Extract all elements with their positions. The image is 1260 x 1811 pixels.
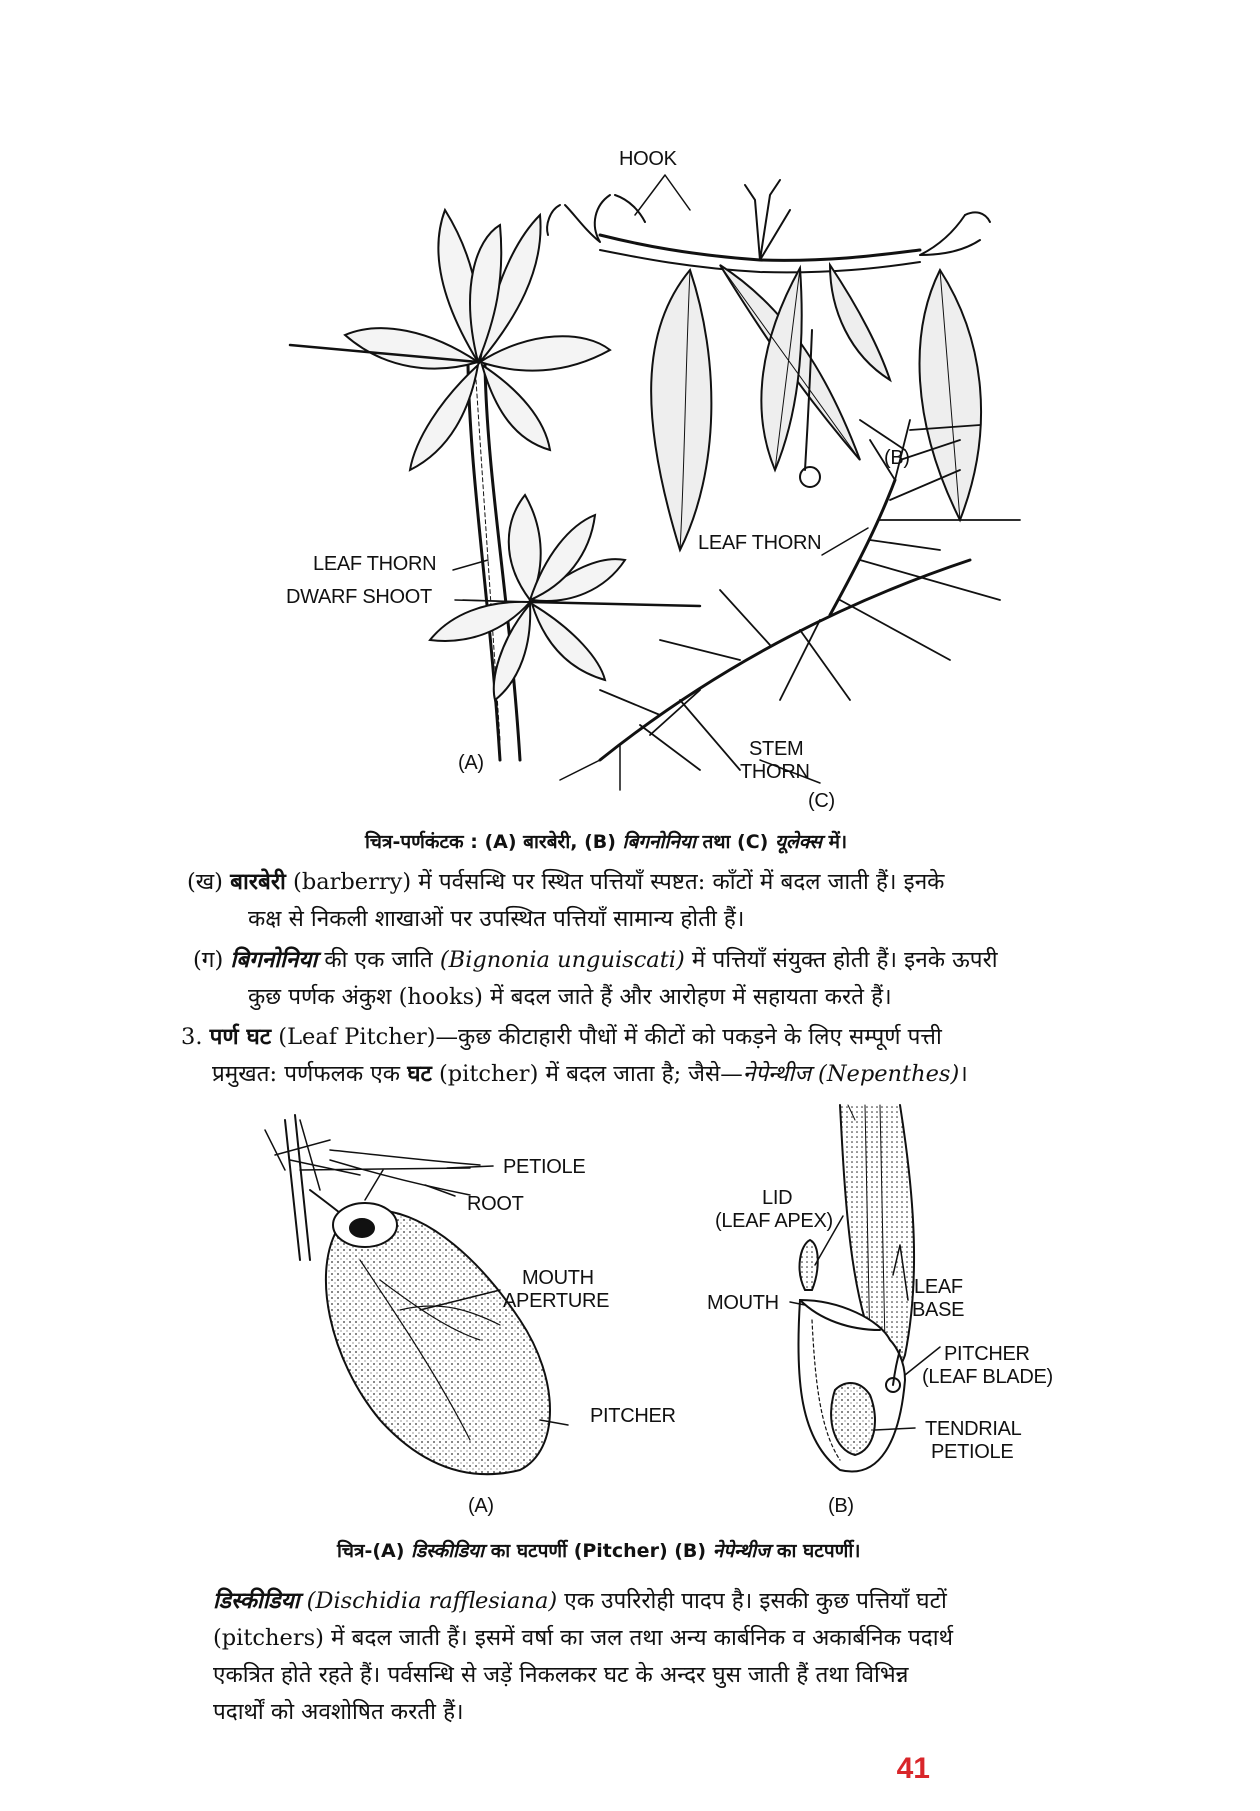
thorn-label: THORN xyxy=(740,761,810,783)
figure-b-label: (B) xyxy=(884,447,910,469)
leaf-thorn-c-label: LEAF THORN xyxy=(698,532,822,554)
mouth-aperture-label-1: MOUTH xyxy=(522,1267,594,1289)
dwarf-shoot-label: DWARF SHOOT xyxy=(286,586,432,608)
figure-a-label: (A) xyxy=(458,752,484,774)
leaf-base-label-2: BASE xyxy=(912,1299,965,1321)
root-label: ROOT xyxy=(467,1193,524,1215)
figure2-a-label: (A) xyxy=(468,1495,494,1517)
petiole-label: PETIOLE xyxy=(503,1156,586,1178)
figure-c-label: (C) xyxy=(808,790,835,812)
para-3-line2: प्रमुखत: पर्णफलक एक घट (pitcher) में बदल जाता है; जैसे—नेपेन्थीज (Nepenthes)। xyxy=(212,1061,968,1087)
para-dischidia-line3: एकत्रित होते रहते हैं। पर्वसन्धि से जड़ें निकलकर घट के अन्दर घुस जाती हैं तथा विभिन्न xyxy=(213,1662,909,1688)
page-number: 41 xyxy=(896,1752,930,1785)
para-dischidia-line4: पदार्थों को अवशोषित करती हैं। xyxy=(213,1699,464,1725)
figure1-caption: चित्र-पर्णकंटक : (A) बारबेरी, (B) बिगनोनिया तथा (C) यूलेक्स में। xyxy=(365,831,848,853)
tendril-label-2: PETIOLE xyxy=(931,1441,1014,1463)
para-dischidia-line1: डिस्कीडिया (Dischidia rafflesiana) एक उपरिरोही पादप है। इसकी कुछ पत्तियाँ घटों xyxy=(213,1588,947,1614)
lid-label-1: LID xyxy=(762,1187,793,1209)
mouth-aperture-label-2: APERTURE xyxy=(503,1290,610,1312)
para-ga-line2: कुछ पर्णक अंकुश (hooks) में बदल जाते हैं और आरोहण में सहायता करते हैं। xyxy=(248,984,892,1010)
tendril-label-1: TENDRIAL xyxy=(925,1418,1022,1440)
para-3-line1: 3. पर्ण घट (Leaf Pitcher)—कुछ कीटाहारी पौधों में कीटों को पकड़ने के लिए सम्पूर्ण पत्ती xyxy=(181,1024,942,1050)
pitcher-a-label: PITCHER xyxy=(590,1405,676,1427)
leaf-base-label-1: LEAF xyxy=(914,1276,963,1298)
figure2-b-label: (B) xyxy=(828,1495,854,1517)
para-dischidia-line2: (pitchers) में बदल जाती हैं। इसमें वर्षा का जल तथा अन्य कार्बनिक व अकार्बनिक पदार्थ xyxy=(213,1625,953,1651)
stem-label: STEM xyxy=(749,738,804,760)
leaf-thorn-a-label: LEAF THORN xyxy=(313,553,437,575)
pitcher-b-label-2: (LEAF BLADE) xyxy=(922,1366,1053,1388)
mouth-label: MOUTH xyxy=(707,1292,779,1314)
lid-label-2: (LEAF APEX) xyxy=(715,1210,833,1232)
para-ga-line1: (ग) बिगनोनिया की एक जाति (Bignonia unguiscati) में पत्तियाँ संयुक्त होती हैं। इनके ऊपरी xyxy=(193,947,998,973)
para-kha-line2: कक्ष से निकली शाखाओं पर उपस्थित पत्तियाँ सामान्य होती हैं। xyxy=(248,906,745,932)
figure2-caption: चित्र-(A) डिस्कीडिया का घटपर्णी (Pitcher) (B) नेपेन्थीज का घटपर्णी। xyxy=(337,1540,861,1562)
para-kha-line1: (ख) बारबेरी (barberry) में पर्वसन्धि पर स्थित पत्तियाँ स्पष्टत: काँटों में बदल जाती हैं। इनके xyxy=(187,869,945,895)
pitcher-b-label-1: PITCHER xyxy=(944,1343,1030,1365)
hook-label: HOOK xyxy=(619,148,677,170)
